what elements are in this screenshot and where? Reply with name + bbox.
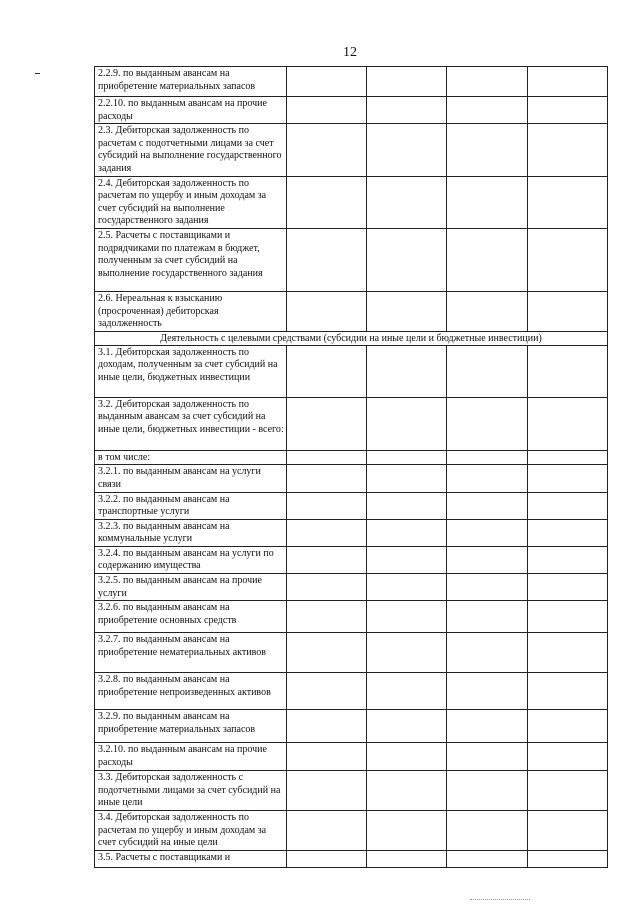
table-row: [95, 633, 608, 673]
value-cell: [367, 850, 447, 867]
value-cell: [286, 492, 366, 519]
value-cell: [447, 519, 527, 546]
scan-artifact: [470, 899, 530, 901]
table-row: [95, 450, 608, 465]
value-cell: [286, 465, 366, 492]
value-cell: [286, 176, 366, 228]
value-cell: [527, 228, 607, 291]
value-cell: [447, 97, 527, 124]
value-cell: [447, 345, 527, 397]
value-cell: [527, 601, 607, 633]
value-cell: [527, 67, 607, 97]
table-row: [95, 673, 608, 710]
page-number: 12: [343, 45, 357, 60]
value-cell: [367, 811, 447, 851]
row-label: 2.4. Дебиторская задолженность по расчетам по ущербу и иным доходам за счет субсидий на выполнение государственного задания: [95, 176, 287, 228]
value-cell: [447, 743, 527, 771]
row-label: 3.3. Дебиторская задолженность с подотчетными лицами за счет субсидий на иные цели: [95, 771, 287, 811]
row-label: в том числе:: [95, 450, 287, 465]
value-cell: [367, 673, 447, 710]
value-cell: [286, 67, 366, 97]
table-row: [95, 743, 608, 771]
row-label: 3.2.5. по выданным авансам на прочие услуги: [95, 574, 287, 601]
table-row: [95, 291, 608, 331]
row-label: 3.2.3. по выданным авансам на коммунальные услуги: [95, 519, 287, 546]
table-row: [95, 67, 608, 97]
value-cell: [447, 124, 527, 176]
value-cell: [286, 633, 366, 673]
table-row: [95, 176, 608, 228]
value-cell: [527, 345, 607, 397]
value-cell: [286, 450, 366, 465]
value-cell: [286, 601, 366, 633]
value-cell: [527, 176, 607, 228]
value-cell: [286, 850, 366, 867]
value-cell: [367, 345, 447, 397]
row-label: 2.6. Нереальная к взысканию (просроченная) дебиторская задолженность: [95, 291, 287, 331]
row-label: 2.5. Расчеты с поставщиками и подрядчиками по платежам в бюджет, полученным за счет субсидий на выполнение государственного задания: [95, 228, 287, 291]
value-cell: [286, 124, 366, 176]
value-cell: [367, 574, 447, 601]
section-title: Деятельность с целевыми средствами (субсидии на иные цели и бюджетные инвестиции): [95, 331, 608, 345]
value-cell: [447, 450, 527, 465]
value-cell: [447, 397, 527, 450]
value-cell: [286, 811, 366, 851]
row-label: 2.2.9. по выданным авансам на приобретение материальных запасов: [95, 67, 287, 97]
value-cell: [527, 546, 607, 573]
value-cell: [527, 492, 607, 519]
value-cell: [286, 574, 366, 601]
value-cell: [286, 546, 366, 573]
value-cell: [367, 743, 447, 771]
value-cell: [527, 811, 607, 851]
value-cell: [286, 743, 366, 771]
value-cell: [286, 97, 366, 124]
row-label: 3.1. Дебиторская задолженность по доходам, полученным за счет субсидий на иные цели, бюджетных инвестиции: [95, 345, 287, 397]
receivables-table: [94, 66, 608, 868]
value-cell: [527, 574, 607, 601]
value-cell: [527, 673, 607, 710]
value-cell: [527, 743, 607, 771]
value-cell: [367, 397, 447, 450]
value-cell: [527, 771, 607, 811]
value-cell: [367, 67, 447, 97]
value-cell: [367, 291, 447, 331]
value-cell: [447, 67, 527, 97]
value-cell: [367, 710, 447, 743]
row-label: 3.2.2. по выданным авансам на транспортные услуги: [95, 492, 287, 519]
table-row: [95, 97, 608, 124]
value-cell: [447, 811, 527, 851]
value-cell: [447, 633, 527, 673]
value-cell: [527, 633, 607, 673]
table-body: [95, 67, 608, 868]
row-label: 3.2.1. по выданным авансам на услуги связи: [95, 465, 287, 492]
value-cell: [367, 176, 447, 228]
row-label: 3.2.8. по выданным авансам на приобретение непроизведенных активов: [95, 673, 287, 710]
row-label: 2.2.10. по выданным авансам на прочие расходы: [95, 97, 287, 124]
value-cell: [367, 124, 447, 176]
value-cell: [447, 771, 527, 811]
value-cell: [367, 546, 447, 573]
value-cell: [286, 397, 366, 450]
section-row: [95, 331, 608, 345]
value-cell: [527, 465, 607, 492]
table-row: [95, 811, 608, 851]
value-cell: [286, 291, 366, 331]
value-cell: [286, 345, 366, 397]
value-cell: [367, 450, 447, 465]
value-cell: [527, 124, 607, 176]
value-cell: [447, 850, 527, 867]
row-label: 3.2.9. по выданным авансам на приобретение материальных запасов: [95, 710, 287, 743]
value-cell: [447, 673, 527, 710]
row-label: 2.3. Дебиторская задолженность по расчетам с подотчетными лицами за счет субсидий на выполнение государственного задания: [95, 124, 287, 176]
value-cell: [367, 97, 447, 124]
value-cell: [367, 228, 447, 291]
scan-mark: [35, 73, 40, 74]
table-row: [95, 124, 608, 176]
value-cell: [447, 574, 527, 601]
value-cell: [527, 291, 607, 331]
row-label: 3.2.10. по выданным авансам на прочие расходы: [95, 743, 287, 771]
value-cell: [527, 97, 607, 124]
value-cell: [447, 465, 527, 492]
value-cell: [527, 519, 607, 546]
row-label: 3.2.4. по выданным авансам на услуги по содержанию имущества: [95, 546, 287, 573]
value-cell: [527, 450, 607, 465]
value-cell: [286, 673, 366, 710]
row-label: 3.2. Дебиторская задолженность по выданным авансам за счет субсидий на иные цели, бюджетных инвестиции - всего:: [95, 397, 287, 450]
table-row: [95, 345, 608, 397]
table-row: [95, 519, 608, 546]
value-cell: [527, 850, 607, 867]
value-cell: [447, 546, 527, 573]
value-cell: [447, 492, 527, 519]
table-row: [95, 601, 608, 633]
value-cell: [447, 228, 527, 291]
table-row: [95, 228, 608, 291]
table-row: [95, 850, 608, 867]
value-cell: [527, 397, 607, 450]
value-cell: [367, 492, 447, 519]
value-cell: [286, 519, 366, 546]
table-row: [95, 574, 608, 601]
value-cell: [367, 519, 447, 546]
value-cell: [527, 710, 607, 743]
table-row: [95, 465, 608, 492]
value-cell: [447, 176, 527, 228]
row-label: 3.5. Расчеты с поставщиками и: [95, 850, 287, 867]
value-cell: [286, 710, 366, 743]
value-cell: [367, 771, 447, 811]
value-cell: [286, 771, 366, 811]
table-row: [95, 710, 608, 743]
row-label: 3.4. Дебиторская задолженность по расчетам по ущербу и иным доходам за счет субсидий на иные цели: [95, 811, 287, 851]
table-row: [95, 492, 608, 519]
row-label: 3.2.7. по выданным авансам на приобретение нематериальных активов: [95, 633, 287, 673]
value-cell: [367, 465, 447, 492]
value-cell: [367, 633, 447, 673]
table-row: [95, 771, 608, 811]
value-cell: [447, 710, 527, 743]
value-cell: [367, 601, 447, 633]
value-cell: [447, 601, 527, 633]
row-label: 3.2.6. по выданным авансам на приобретение основных средств: [95, 601, 287, 633]
table-row: [95, 397, 608, 450]
value-cell: [286, 228, 366, 291]
value-cell: [447, 291, 527, 331]
table-row: [95, 546, 608, 573]
